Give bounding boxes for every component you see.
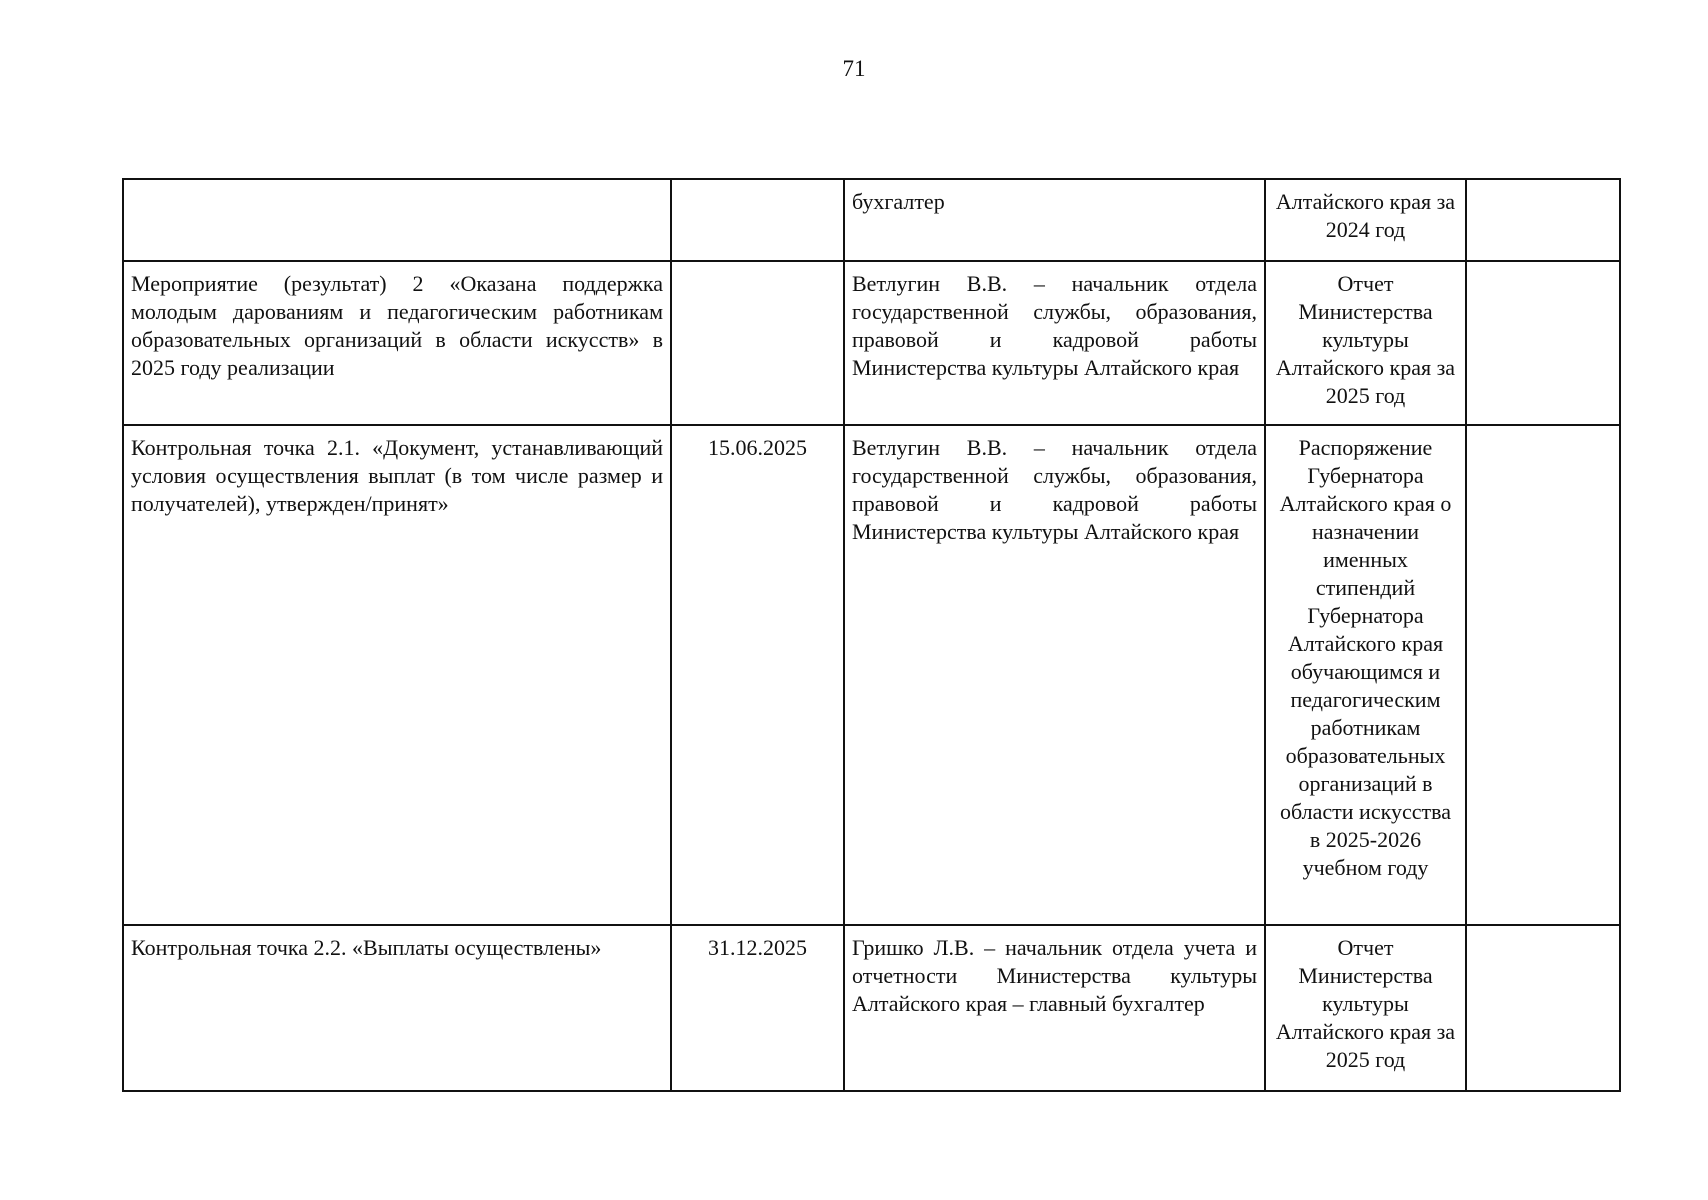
table-row <box>123 261 1620 425</box>
table-row <box>123 925 1620 1091</box>
responsible-cell: бухгалтер <box>844 179 1265 261</box>
event-name-cell: Контрольная точка 2.1. «Документ, устанавливающий условия осуществления выплат (в том числе размер и получателей), утвержден/принят» <box>123 425 671 925</box>
document-cell: Отчет Министерства культуры Алтайского края за 2025 год <box>1265 261 1466 425</box>
table-row <box>123 179 1620 261</box>
plan-table <box>122 178 1621 1092</box>
responsible-cell: Гришко Л.В. – начальник отдела учета и отчетности Министерства культуры Алтайского края – главный бухгалтер <box>844 925 1265 1091</box>
extra-cell <box>1466 925 1620 1091</box>
responsible-cell: Ветлугин В.В. – начальник отдела государственной службы, образования, правовой и кадровой работы Министерства культуры Алтайского края <box>844 261 1265 425</box>
event-name-cell: Контрольная точка 2.2. «Выплаты осуществлены» <box>123 925 671 1091</box>
event-name-cell <box>123 179 671 261</box>
page-number: 71 <box>842 56 866 81</box>
date-cell: 15.06.2025 <box>671 425 844 925</box>
extra-cell <box>1466 261 1620 425</box>
document-cell: Отчет Министерства культуры Алтайского края за 2025 год <box>1265 925 1466 1091</box>
date-cell <box>671 261 844 425</box>
table-row <box>123 425 1620 925</box>
responsible-cell: Ветлугин В.В. – начальник отдела государственной службы, образования, правовой и кадровой работы Министерства культуры Алтайского края <box>844 425 1265 925</box>
extra-cell <box>1466 425 1620 925</box>
event-name-cell: Мероприятие (результат) 2 «Оказана поддержка молодым дарованиям и педагогическим работникам образовательных организаций в области искусств» в 2025 году реализации <box>123 261 671 425</box>
date-cell: 31.12.2025 <box>671 925 844 1091</box>
extra-cell <box>1466 179 1620 261</box>
document-cell: Распоряжение Губернатора Алтайского края о назначении именных стипендий Губернатора Алтайского края обучающимся и педагогическим работникам образовательных организаций в области искусства в 2025-2026 учебном году <box>1265 425 1466 925</box>
date-cell <box>671 179 844 261</box>
document-cell: Алтайского края за 2024 год <box>1265 179 1466 261</box>
